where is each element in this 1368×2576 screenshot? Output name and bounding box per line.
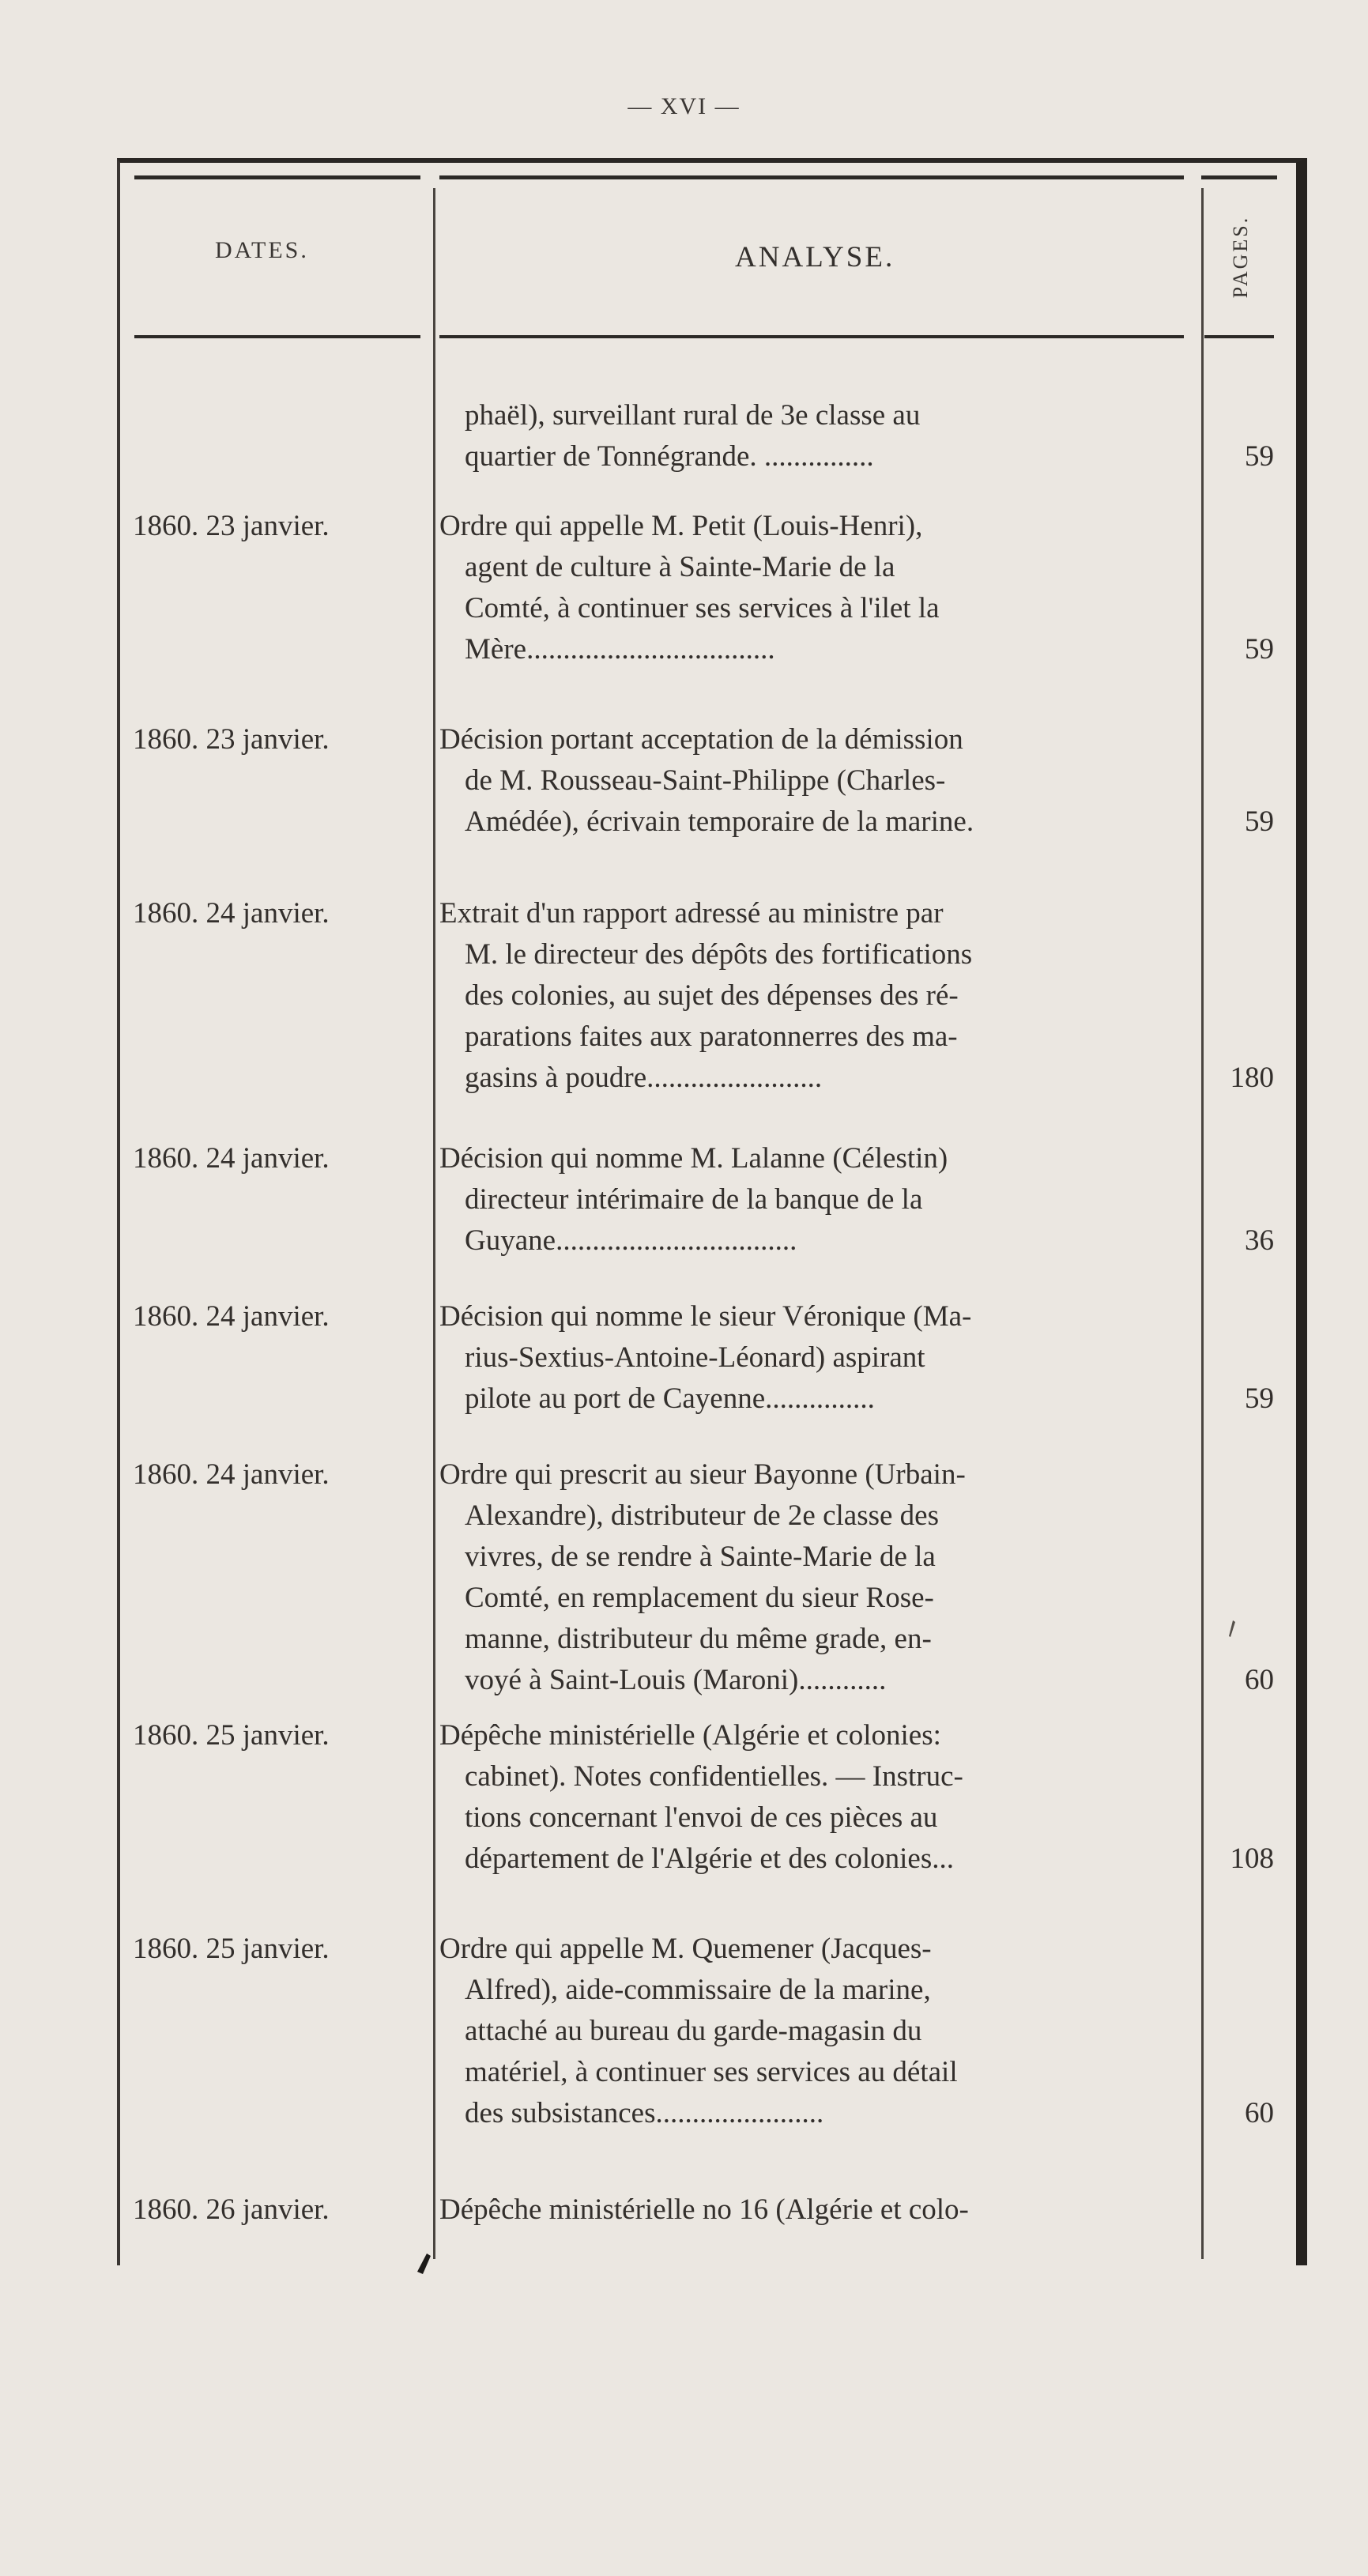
entry-analyse-line: Comté, à continuer ses services à l'ilet la [465,592,940,624]
entry-analyse-line: Comté, en remplacement du sieur Rose- [465,1582,934,1614]
entry-analyse [439,719,1184,843]
entry-date: 1860. 24 janvier. [133,897,330,930]
entry-date: 1860. 23 janvier. [133,723,330,756]
entry-analyse [439,1715,1184,1880]
entry-analyse [439,506,1184,670]
header-underline [1204,335,1274,338]
entry-analyse-line: des subsistances....................... [465,2097,824,2129]
entry-analyse [439,2189,1184,2231]
entry-analyse-line: quartier de Tonnégrande. ............... [465,440,874,473]
entry-analyse-line: Guyane................................. [465,1224,797,1257]
entry-page-number: 180 [1230,1062,1274,1094]
entry-page-number: 59 [1245,1382,1274,1415]
entry-page-number: 59 [1245,805,1274,838]
entry-analyse-line: directeur intérimaire de la banque de la [465,1183,923,1216]
entry-analyse-line: de M. Rousseau-Saint-Philippe (Charles- [465,764,946,797]
header-rule [439,175,1184,179]
column-header-pages [1208,198,1274,316]
entry-analyse-line: Dépêche ministérielle no 16 (Algérie et colo- [439,2193,969,2226]
entry-analyse-line: gasins à poudre........................ [465,1062,823,1094]
stray-mark-icon [1228,1620,1236,1638]
entry-analyse-line: Décision qui nomme M. Lalanne (Célestin) [439,1142,948,1175]
entry-analyse-line: Alexandre), distributeur de 2e classe des [465,1499,940,1532]
entry-page-number: 59 [1245,440,1274,473]
entry-analyse-line: des colonies, au sujet des dépenses des ré- [465,979,959,1012]
entry-analyse-line: parations faites aux paratonnerres des ma- [465,1020,958,1053]
entry-page-number: 108 [1230,1842,1274,1875]
entry-page-number: 36 [1245,1224,1274,1257]
entry-analyse-line: manne, distributeur du même grade, en- [465,1623,932,1655]
entry-analyse-line: Ordre qui appelle M. Quemener (Jacques- [439,1933,932,1965]
entry-date: 1860. 24 janvier. [133,1142,330,1175]
ink-blot-icon [416,2253,432,2275]
entry-page-number: 60 [1245,1664,1274,1696]
entry-analyse-line: pilote au port de Cayenne............... [465,1382,875,1415]
entry-analyse-line: vivres, de se rendre à Sainte-Marie de la [465,1541,936,1573]
entry-analyse-line: Mère.................................. [465,633,775,666]
entry-date: 1860. 25 janvier. [133,1933,330,1965]
entry-analyse-line: matériel, à continuer ses services au détail [465,2056,958,2088]
entry-analyse [439,1296,1184,1420]
entry-page-number: 59 [1245,633,1274,666]
entry-analyse [439,893,1184,1099]
column-divider [433,188,435,2259]
entry-analyse-line: Ordre qui appelle M. Petit (Louis-Henri), [439,510,923,542]
entry-analyse [439,395,1184,477]
entry-analyse-line: cabinet). Notes confidentielles. — Instruc- [465,1760,963,1793]
entry-analyse-line: rius-Sextius-Antoine-Léonard) aspirant [465,1341,925,1374]
entry-analyse-line: Dépêche ministérielle (Algérie et colonies: [439,1719,941,1752]
entry-analyse-line: Ordre qui prescrit au sieur Bayonne (Urbain- [439,1458,966,1491]
entry-date: 1860. 24 janvier. [133,1300,330,1333]
entry-analyse [439,1454,1184,1701]
entry-date: 1860. 24 janvier. [133,1458,330,1491]
header-underline [439,335,1184,338]
header-rule [1201,175,1277,179]
page-header: — XVI — [627,93,741,119]
entry-analyse-line: Alfred), aide-commissaire de la marine, [465,1974,931,2006]
entry-analyse-line: Amédée), écrivain temporaire de la marine. [465,805,974,838]
entry-analyse-line: M. le directeur des dépôts des fortifications [465,938,973,971]
entry-date: 1860. 23 janvier. [133,510,330,542]
column-header-dates: DATES. [215,237,309,263]
column-header-analyse: ANALYSE. [735,241,895,273]
entry-analyse-line: tions concernant l'envoi de ces pièces au [465,1801,938,1834]
entry-analyse-line: Décision qui nomme le sieur Véronique (Ma- [439,1300,972,1333]
entry-analyse-line: Extrait d'un rapport adressé au ministre par [439,897,944,930]
entry-analyse [439,1929,1184,2134]
entry-page-number: 60 [1245,2097,1274,2129]
entry-analyse-line: voyé à Saint-Louis (Maroni)............ [465,1664,887,1696]
entry-analyse-line: attaché au bureau du garde-magasin du [465,2015,922,2047]
entry-analyse-line: phaël), surveillant rural de 3e classe au [465,399,921,432]
header-underline [134,335,420,338]
entry-date: 1860. 26 janvier. [133,2193,330,2226]
column-header-pages-label: PAGES. [1229,215,1252,299]
header-rule [134,175,420,179]
entry-analyse-line: agent de culture à Sainte-Marie de la [465,551,895,583]
entry-analyse-line: Décision portant acceptation de la démission [439,723,963,756]
entry-analyse [439,1138,1184,1262]
entry-analyse-line: département de l'Algérie et des colonies... [465,1842,954,1875]
entry-date: 1860. 25 janvier. [133,1719,330,1752]
